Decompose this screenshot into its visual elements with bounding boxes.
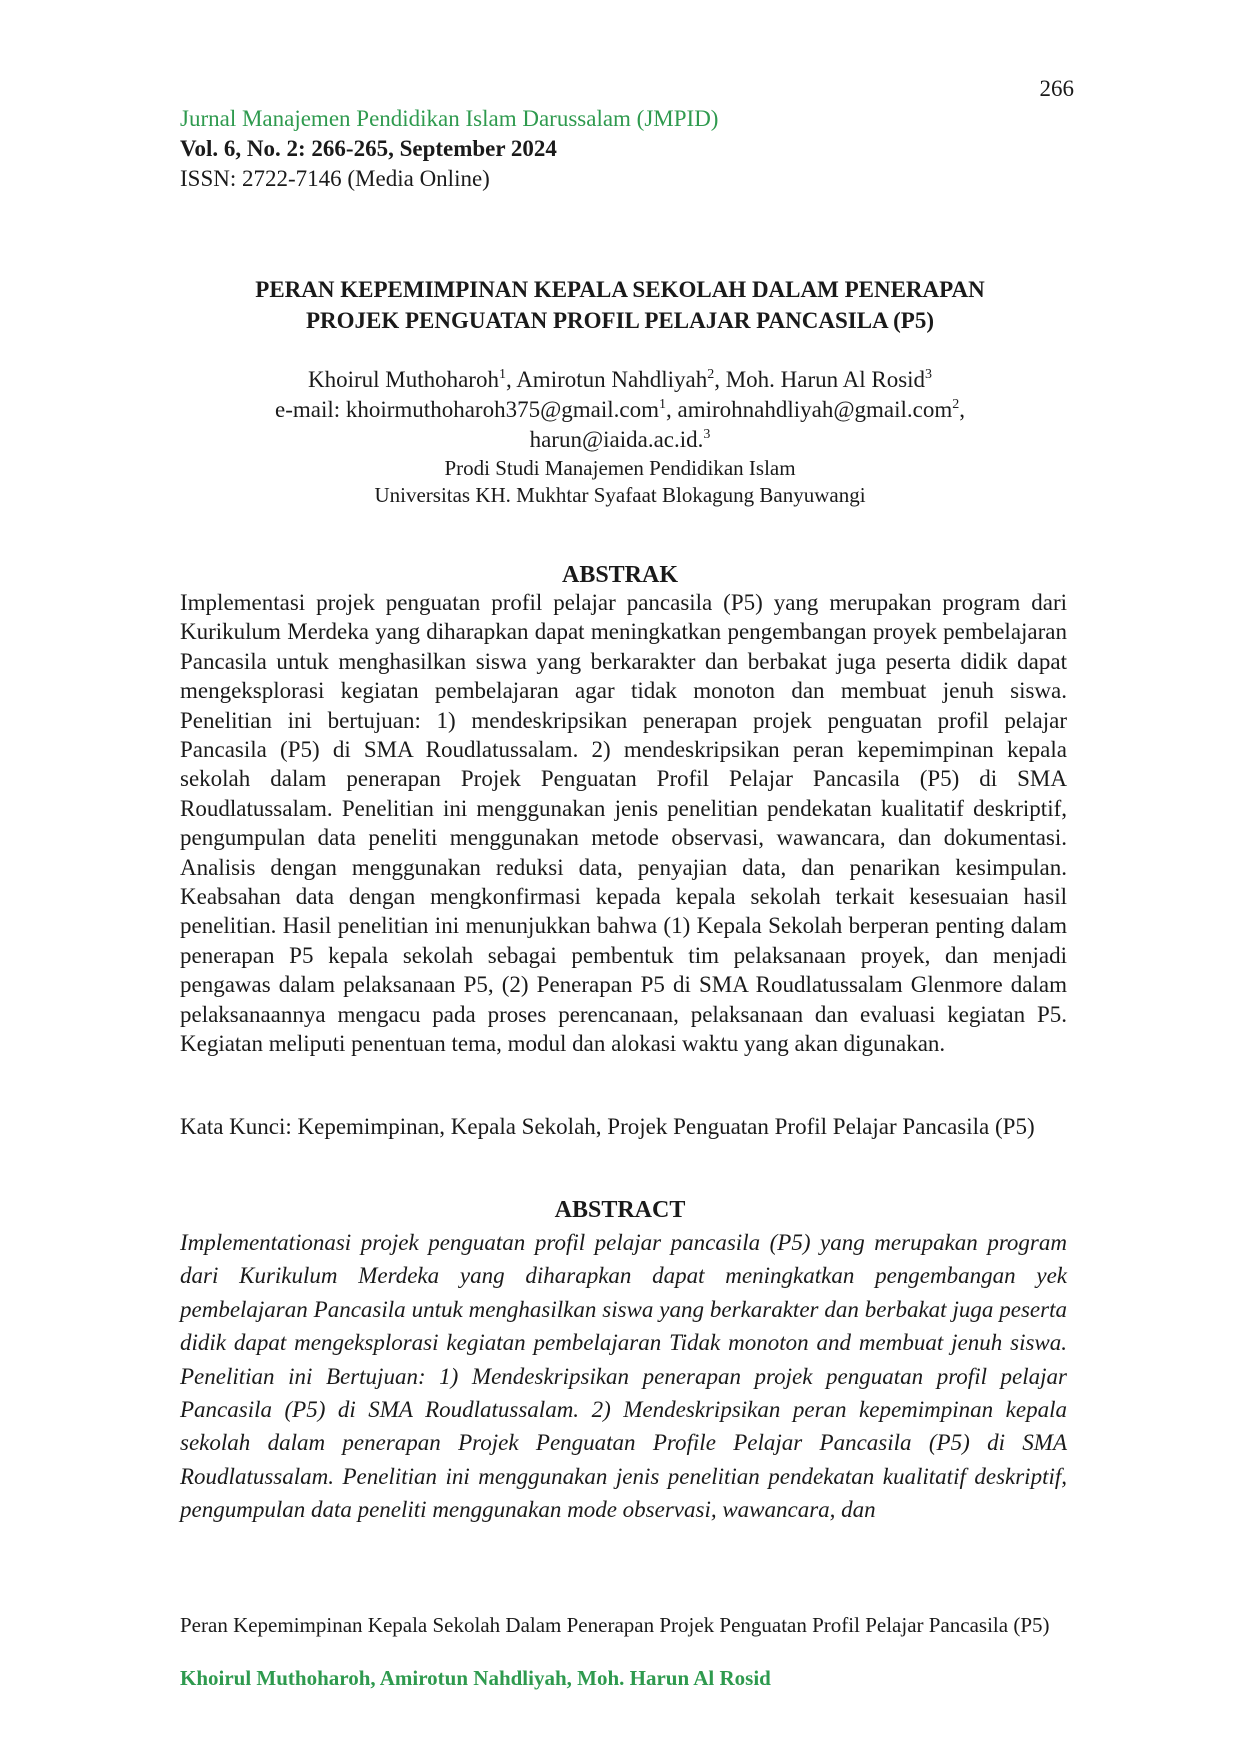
author-2-sup: 2 <box>707 367 715 382</box>
abstract-text: Implementationasi projek penguatan profil pelajar pancasila (P5) yang merupakan program dari Kurikulum Merdeka yang diharapkan dapat meningkatkan pengembangan yek pembelajaran Pancasila untuk menghasilkan siswa yang berkarakter dan berbakat juga peserta didik dapat mengeksplorasi kegiatan pembelajaran Tidak monoton and membuat jenuh siswa. Penelitian ini Bertujuan: 1) Mendeskripsikan penerapan projek penguatan profil pelajar Pancasila (P5) di SMA Roudlatussalam. 2) Mendeskripsikan peran kepemimpinan kepala sekolah dalam penerapan Projek Penguatan Profile Pelajar Pancasila (P5) di SMA Roudlatussalam. Penelitian ini menggunakan jenis penelitian pendekatan kualitatif deskriptif, pengumpulan data peneliti menggunakan mode observasi, wawancara, dan <box>180 1230 1067 1523</box>
footer-title: Peran Kepemimpinan Kepala Sekolah Dalam Penerapan Projek Penguatan Profil Pelajar Pancasila (P5) <box>180 1613 1050 1637</box>
page-number: 266 <box>1039 76 1074 101</box>
journal-name: Jurnal Manajemen Pendidikan Islam Darussalam (JMPID) <box>180 106 719 131</box>
keywords: Kata Kunci: Kepemimpinan, Kepala Sekolah, Projek Penguatan Profil Pelajar Pancasila (P5) <box>180 1114 1035 1139</box>
abstrak-text: Implementasi projek penguatan profil pelajar pancasila (P5) yang merupakan program dari Kurikulum Merdeka yang diharapkan dapat meningkatkan pengembangan proyek pembelajaran Pancasila untuk menghasilkan siswa yang berkarakter dan berbakat juga peserta didik dapat mengeksplorasi kegiatan pembelajaran agar tidak monoton dan membuat jenuh siswa. Penelitian ini bertujuan: 1) mendeskripsikan penerapan projek penguatan profil pelajar Pancasila (P5) di SMA Roudlatussalam. 2) mendeskripsikan peran kepemimpinan kepala sekolah dalam penerapan Projek Penguatan Profil Pelajar Pancasila (P5) di SMA Roudlatussalam. Penelitian ini menggunakan jenis penelitian pendekatan kualitatif deskriptif, pengumpulan data peneliti menggunakan metode observasi, wawancara, dan dokumentasi. Analisis dengan menggunakan reduksi data, penyajian data, dan penarikan kesimpulan. Keabsahan data dengan mengkonfirmasi kepada kepala sekolah terkait kesesuaian hasil penelitian. Hasil penelitian ini menunjukkan bahwa (1) Kepala Sekolah berperan penting dalam penerapan P5 kepala sekolah sebagai pembentuk tim pelaksanaan proyek, dan menjadi pengawas dalam pelaksanaan P5, (2) Penerapan P5 di SMA Roudlatussalam Glenmore dalam pelaksanaannya mengacu pada proses perencanaan, pelaksanaan dan evaluasi kegiatan P5. Kegiatan meliputi penentuan tema, modul dan alokasi waktu yang akan digunakan. <box>180 590 1067 1057</box>
footer-authors: Khoirul Muthoharoh, Amirotun Nahdliyah, Moh. Harun Al Rosid <box>180 1666 771 1690</box>
email-1: e-mail: khoirmuthoharoh375@gmail.com <box>274 397 659 422</box>
author-3: , Moh. Harun Al Rosid <box>714 367 926 392</box>
email-1-sup: 1 <box>658 397 666 412</box>
author-3-sup: 3 <box>925 367 933 382</box>
author-1: Khoirul Muthoharoh <box>307 367 499 392</box>
abstrak-heading: ABSTRAK <box>561 562 679 588</box>
author-2: , Amirotun Nahdliyah <box>505 367 708 392</box>
title-line-2: PROJEK PENGUATAN PROFIL PELAJAR PANCASILA (P5) <box>305 308 935 333</box>
email-2-comma: , <box>959 397 965 422</box>
paper-title <box>180 274 1060 336</box>
author-names <box>180 365 1060 395</box>
journal-header <box>180 104 718 194</box>
title-line-1: PERAN KEPEMIMPINAN KEPALA SEKOLAH DALAM PENERAPAN <box>255 277 985 302</box>
author-block <box>180 365 1060 509</box>
affiliation-university: Universitas KH. Mukhtar Syafaat Blokagung Banyuwangi <box>374 483 866 507</box>
email-3: harun@iaida.ac.id. <box>529 427 704 452</box>
author-1-sup: 1 <box>498 367 506 382</box>
journal-issn: ISSN: 2722-7146 (Media Online) <box>180 166 490 191</box>
abstract-heading: ABSTRACT <box>554 1197 686 1223</box>
author-email-3-line <box>180 425 1060 455</box>
journal-volume: Vol. 6, No. 2: 266-265, September 2024 <box>180 136 557 161</box>
email-2-sup: 2 <box>952 397 960 412</box>
email-2: , amirohnahdliyah@gmail.com <box>665 397 953 422</box>
affiliation-program: Prodi Studi Manajemen Pendidikan Islam <box>444 456 796 480</box>
email-3-sup: 3 <box>703 427 711 442</box>
author-emails <box>180 395 1060 425</box>
